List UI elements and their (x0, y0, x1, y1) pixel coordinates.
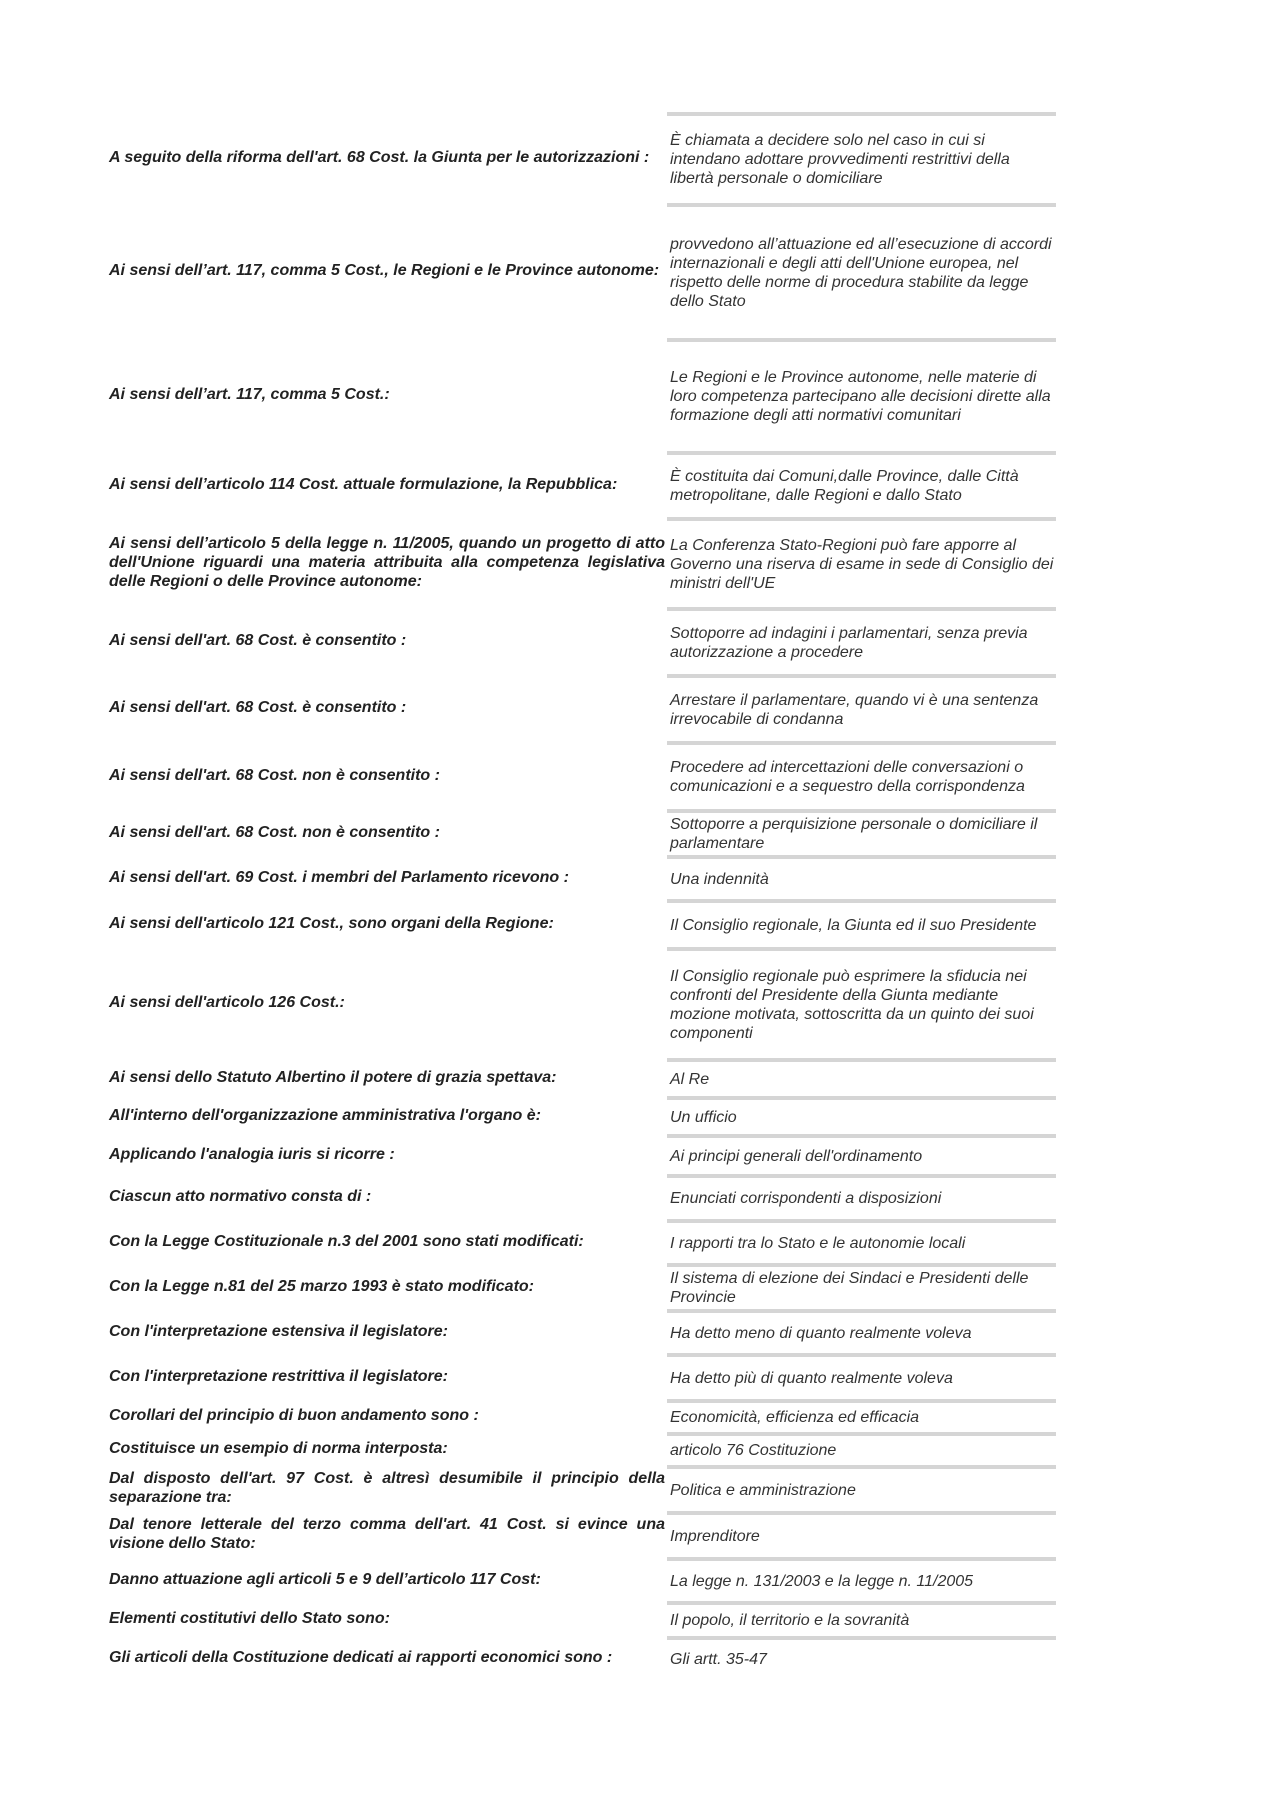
qa-row (109, 1058, 1056, 1096)
answer-text: Il sistema di elezione dei Sindaci e Presidenti delle Provincie (667, 1263, 1056, 1309)
qa-row (109, 1399, 1056, 1432)
qa-row (109, 1636, 1056, 1678)
question-text: Ai sensi dell’art. 117, comma 5 Cost., le Regioni e le Province autonome: (109, 262, 660, 279)
question-text: Dal disposto dell'art. 97 Cost. è altresì desumibile il principio della separazione tra: (109, 1470, 665, 1506)
answer-text: Ai principi generali dell'ordinamento (667, 1134, 1056, 1174)
question-text: All'interno dell'organizzazione amministrativa l'organo è: (109, 1106, 541, 1124)
question-text: Ai sensi dell’articolo 114 Cost. attuale formulazione, la Repubblica: (109, 475, 618, 493)
question-text: Ai sensi dell'articolo 126 Cost.: (109, 994, 345, 1011)
question-text: Applicando l'analogia iuris si ricorre : (109, 1145, 395, 1163)
question-text: Ai sensi dell'art. 68 Cost. non è consentito : (109, 823, 440, 841)
qa-row (109, 674, 1056, 741)
question-text: Ai sensi dell'art. 68 Cost. è consentito : (109, 632, 407, 649)
answer-text: Ha detto meno di quanto realmente voleva (667, 1309, 1056, 1353)
qa-row (109, 1219, 1056, 1263)
qa-row (109, 1096, 1056, 1134)
answer-text: Sottoporre a perquisizione personale o domiciliare il parlamentare (667, 809, 1056, 855)
question-text: Gli articoli della Costituzione dedicati ai rapporti economici sono : (109, 1648, 613, 1666)
question-text: Ai sensi dell'art. 69 Cost. i membri del Parlamento ricevono : (109, 868, 569, 886)
question-text: Ai sensi dell’articolo 5 della legge n. 11/2005, quando un progetto di atto dell'Unione riguardi una materia attribuita alla competenza legislativa delle Regioni o delle Province autonome: (109, 534, 665, 590)
qa-row (109, 338, 1056, 451)
answer-text: Procedere ad intercettazioni delle conversazioni o comunicazioni e a sequestro della corrispondenza (667, 741, 1056, 809)
qa-row (109, 451, 1056, 517)
answer-text: Enunciati corrispondenti a disposizioni (667, 1174, 1056, 1219)
question-text: Corollari del principio di buon andamento sono : (109, 1407, 479, 1424)
question-text: A seguito della riforma dell'art. 68 Cost. la Giunta per le autorizzazioni : (109, 149, 650, 166)
question-text: Danno attuazione agli articoli 5 e 9 dell’articolo 117 Cost: (109, 1570, 541, 1588)
qa-row (109, 1601, 1056, 1636)
qa-row (109, 1432, 1056, 1465)
qa-row (109, 899, 1056, 947)
question-text: Dal tenore letterale del terzo comma dell'art. 41 Cost. si evince una visione dello Stato: (109, 1516, 665, 1552)
answer-text: Arrestare il parlamentare, quando vi è una sentenza irrevocabile di condanna (667, 674, 1056, 741)
answer-text: Imprenditore (667, 1511, 1056, 1557)
question-text: Elementi costitutivi dello Stato sono: (109, 1610, 390, 1627)
answer-text: Ha detto più di quanto realmente voleva (667, 1353, 1056, 1399)
qa-row (109, 1174, 1056, 1219)
qa-row (109, 1263, 1056, 1309)
answer-text: Al Re (667, 1058, 1056, 1096)
answer-text: Le Regioni e le Province autonome, nelle materie di loro competenza partecipano alle decisioni dirette alla formazione degli atti normativi comunitari (667, 338, 1056, 451)
qa-row (109, 203, 1056, 338)
answer-text: Sottoporre ad indagini i parlamentari, senza previa autorizzazione a procedere (667, 607, 1056, 674)
question-text: Con l'interpretazione restrittiva il legislatore: (109, 1367, 448, 1385)
answer-text: Il Consiglio regionale può esprimere la sfiducia nei confronti del Presidente della Giunta mediante mozione motivata, sottoscritta da un quinto dei suoi componenti (667, 947, 1056, 1058)
qa-document (109, 112, 1056, 1678)
qa-row (109, 1134, 1056, 1174)
qa-row (109, 741, 1056, 809)
question-text: Costituisce un esempio di norma interposta: (109, 1440, 448, 1457)
qa-row (109, 607, 1056, 674)
answer-text: Economicità, efficienza ed efficacia (667, 1399, 1056, 1432)
qa-row (109, 1309, 1056, 1353)
answer-text: Un ufficio (667, 1096, 1056, 1134)
answer-text: La legge n. 131/2003 e la legge n. 11/2005 (667, 1557, 1056, 1601)
qa-row (109, 855, 1056, 899)
answer-text: È chiamata a decidere solo nel caso in cui si intendano adottare provvedimenti restrittivi della libertà personale o domiciliare (667, 112, 1056, 203)
question-text: Ciascun atto normativo consta di : (109, 1188, 372, 1205)
question-text: Ai sensi dell'articolo 121 Cost., sono organi della Regione: (109, 914, 554, 932)
answer-text: provvedono all’attuazione ed all’esecuzione di accordi internazionali e degli atti dell'Unione europea, nel rispetto delle norme di procedura stabilite da legge dello Stato (667, 203, 1056, 338)
question-text: Con l'interpretazione estensiva il legislatore: (109, 1322, 449, 1340)
answer-text: La Conferenza Stato-Regioni può fare apporre al Governo una riserva di esame in sede di Consiglio dei ministri dell'UE (667, 517, 1056, 607)
answer-text: I rapporti tra lo Stato e le autonomie locali (667, 1219, 1056, 1263)
qa-row (109, 112, 1056, 203)
answer-text: Politica e amministrazione (667, 1465, 1056, 1511)
qa-row (109, 1353, 1056, 1399)
question-text: Ai sensi dell'art. 68 Cost. non è consentito : (109, 766, 440, 784)
question-text: Ai sensi dell’art. 117, comma 5 Cost.: (109, 386, 390, 403)
question-text: Con la Legge Costituzionale n.3 del 2001 sono stati modificati: (109, 1232, 584, 1250)
question-text: Ai sensi dell'art. 68 Cost. è consentito : (109, 699, 407, 716)
answer-text: Il Consiglio regionale, la Giunta ed il suo Presidente (667, 899, 1056, 947)
qa-row (109, 947, 1056, 1058)
answer-text: Gli artt. 35-47 (667, 1636, 1056, 1678)
question-text: Con la Legge n.81 del 25 marzo 1993 è stato modificato: (109, 1277, 535, 1295)
answer-text: articolo 76 Costituzione (667, 1432, 1056, 1465)
qa-row (109, 1511, 1056, 1557)
qa-row (109, 1465, 1056, 1511)
question-text: Ai sensi dello Statuto Albertino il potere di grazia spettava: (109, 1068, 557, 1086)
answer-text: Una indennità (667, 855, 1056, 899)
qa-row (109, 517, 1056, 607)
qa-row (109, 1557, 1056, 1601)
answer-text: Il popolo, il territorio e la sovranità (667, 1601, 1056, 1636)
answer-text: È costituita dai Comuni,dalle Province, dalle Città metropolitane, dalle Regioni e dallo Stato (667, 451, 1056, 517)
qa-row (109, 809, 1056, 855)
